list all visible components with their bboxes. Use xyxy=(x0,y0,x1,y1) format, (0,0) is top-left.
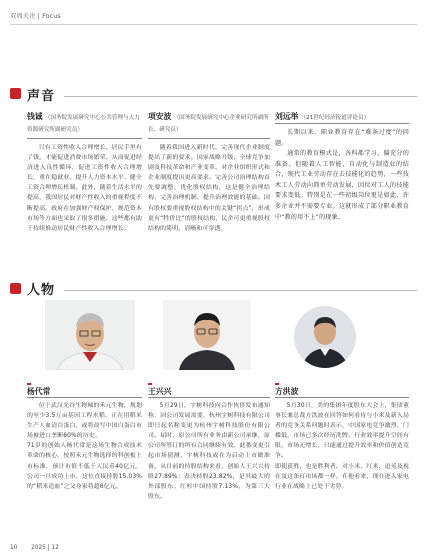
person-wangxingxing-marker xyxy=(148,383,152,385)
person-wangxingxing-rule xyxy=(148,397,270,398)
voice-liuyuanju-byline xyxy=(275,112,409,124)
voice-qiancheng-rule xyxy=(27,138,142,139)
voice-liuyuanju-affiliation: （21世纪经济报道评论员） xyxy=(300,115,370,121)
voice-liuyuanju-body-1: 长期以来，职业教育存在“难条过度”的问题。 xyxy=(275,129,409,147)
person-fanghongbo-name: 方洪波 xyxy=(275,387,299,396)
people-section-icon xyxy=(10,283,21,294)
voice-qiancheng-byline xyxy=(27,112,142,135)
voice-qiancheng-body: 只有工资性收入合理增长、居民手里有了钱，才能促进消费市场繁荣。从而促进经济进入良性循环，促进工资性收入合理增长，重在稳就业、提升人力资本水平、健全工资合理增长机制。此外，随着生活水平的提高，我国居民对财产性收入的重视程度不断提高。政府在加强财产权保护、规范资本市场等方面也采取了很多措施，这些都有助于持续推动居民财产性收入合理增长。 xyxy=(27,145,142,232)
page-footer xyxy=(10,545,59,551)
issue-label: 2025 | 12 xyxy=(31,545,59,551)
voices-section-title: 声音 xyxy=(27,89,56,104)
voice-qiancheng-name: 钱诚 xyxy=(27,112,43,121)
voices-section-icon xyxy=(10,88,21,99)
person-yangdaichang-body: 位于武汉光谷生物城的禾元生物，规划的至少3.5万亩基因工程水稻，正在用稻米生产人血清白蛋白，或将改写中国白蛋白市场被进口垄断60%的历史。 71岁的创始人杨代常是这场生物合成技术革命的核心。按照禾元生物选择的科创板上市标准，预计市值不低于人民币40亿元，公司一旦成功上市，这位直接持股15.03%的“稻米造血”之父身家将超6亿元。 xyxy=(27,403,142,490)
person-wangxingxing-photo xyxy=(163,300,251,370)
voices-section-divider xyxy=(64,96,417,97)
person-wangxingxing-name: 王兴兴 xyxy=(148,387,172,396)
page-header: 双周关注 | Focus xyxy=(10,13,61,20)
voice-xiangan-byline xyxy=(148,112,270,135)
header-divider xyxy=(10,24,417,25)
voice-xiangan-rule xyxy=(148,138,270,139)
person-yangdaichang-name: 杨代常 xyxy=(27,387,51,396)
voice-xiangan-affiliation: （国务院发展研究中心企业研究所副所长、研究员） xyxy=(148,115,269,133)
voice-xiangan-body: 随着我国进入新时代，完善现代企业制度提出了新的要求。国家战略升级、全球竞争加剧及科技革命和产业变革，对企业组织形式和企业制度提出更高要求。完善公司治理结构首先要调整、优化股权结构，这是健全治理结构、完善治理机制、提升治理效能的基础。国有股权要重视股权结构中的关键“拐点”，形成更有“牲价比”的股权结构，民企可更重视股权结构的简明、清晰和可穿透。 xyxy=(148,145,270,232)
person-fanghongbo-body: 5月30日，美的集团年度股东大会上，集团董事长兼总裁方洪波在回答如何看待与小米及新入局者的竞争关系问题时表示，中国家电竞争激烈，门槛低，市场已多次经历洗牌。行业效率提升空间有限，市场无增长，只能通过提升效率和价值创造竞争。 即使获胜，也是胜利者。对小米、红米、追觅及视在及这条打市场都一样，在他看来，现在进入家电行业在战略上已处于劣势。 xyxy=(275,403,409,490)
person-yangdaichang-photo xyxy=(45,300,135,370)
person-yangdaichang-rule xyxy=(27,397,142,398)
person-fanghongbo-rule xyxy=(275,397,409,398)
people-section-title: 人物 xyxy=(27,283,56,298)
voice-liuyuanju-body-2: 通常的教育模式是，各科都学习，偏充分的准备。但随着人工智能、自动化与制造业的结合，现代工业劳动存在去技能化的趋势，一些技术工人劳动向简单劳动发展，因位对工人的技能要求变低。特别是在一些初级岗位更是如此，许多企业并不需要专业。这就形成了部分职业教育中“教的用不上”的现象。 xyxy=(275,150,409,221)
voice-qiancheng-affiliation: （国务院发展研究中心公共管理与人力资源研究所副研究员） xyxy=(27,115,140,133)
voice-liuyuanju-rule xyxy=(275,123,409,124)
voice-liuyuanju-name: 刘远举 xyxy=(275,112,299,121)
person-fanghongbo-marker xyxy=(275,383,279,385)
voice-xiangan-name: 项安波 xyxy=(148,112,172,121)
person-fanghongbo-photo xyxy=(294,306,356,368)
people-section-divider xyxy=(64,290,417,291)
person-yangdaichang-marker xyxy=(27,383,31,385)
page-number: 10 xyxy=(10,545,18,551)
person-wangxingxing-body: 5月29日，宇树科技向合作伙伴发布通知称，因公司发展需要，杭州宇树科技有限公司即日起名称变更为杭州宇树科技股份有限公司。届时，原公司所有业务由新公司承继，原公司所签订的所有合同继续有效。此番变更引起市场猜测，宇树科技或在为启动上市做准备。从目前的持股结构来看，创始人王兴兴持股27.89%；表决持股23.82%，是其最大的外部股东；红杉中国持股7.13%，为第三大股东。 xyxy=(148,403,270,500)
